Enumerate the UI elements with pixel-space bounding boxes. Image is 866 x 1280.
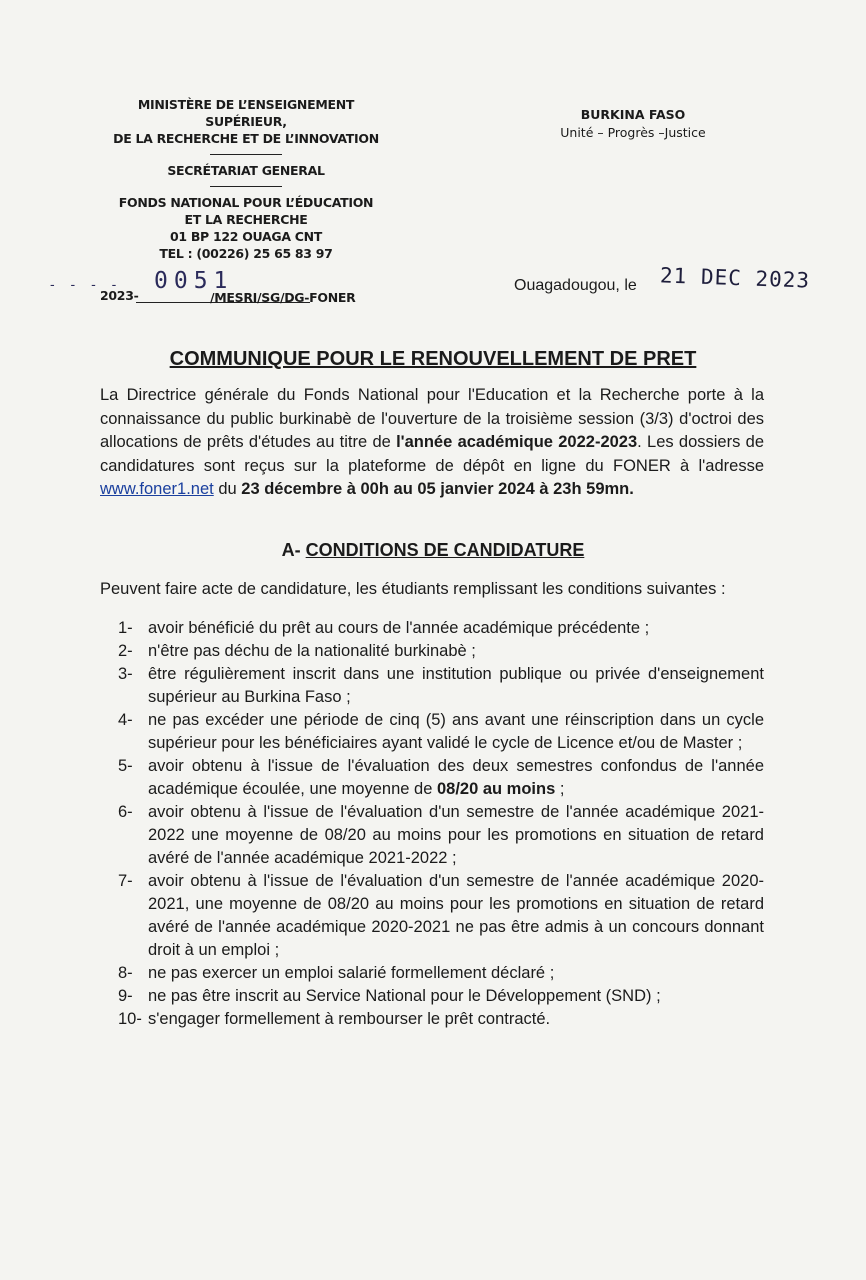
date-stamp: 21 DEC 2023 bbox=[659, 263, 811, 293]
communique-title: COMMUNIQUE POUR LE RENOUVELLEMENT DE PRET bbox=[169, 348, 697, 370]
national-motto: Unité – Progrès –Justice bbox=[560, 125, 706, 140]
list-item bbox=[118, 985, 764, 1008]
intro-paragraph bbox=[100, 384, 764, 502]
conditions-list bbox=[118, 617, 764, 1031]
intro-text-3: du bbox=[213, 480, 242, 498]
list-item-number: 1- bbox=[118, 619, 133, 637]
list-item bbox=[118, 870, 764, 962]
section-prefix: A- bbox=[281, 540, 306, 560]
list-item bbox=[118, 755, 764, 801]
list-item-number: 6- bbox=[118, 803, 133, 821]
intro-academic-year: l'année académique 2022-2023 bbox=[396, 433, 638, 451]
header-divider bbox=[210, 186, 282, 187]
intro-text-2: . Les dossiers de candidatures sont reçus sur la plateforme de dépôt en ligne du FONER à l'adresse bbox=[100, 433, 764, 475]
list-item-text: avoir obtenu à l'issue de l'évaluation des deux semestres confondus de l'année académique écoulée, une moyenne de bbox=[148, 757, 764, 798]
fund-line-2: ET LA RECHERCHE bbox=[184, 212, 308, 227]
section-heading bbox=[0, 540, 866, 561]
reference-handwritten-number: 0051 bbox=[154, 268, 234, 294]
list-item-text: n'être pas déchu de la nationalité burkinabè ; bbox=[148, 642, 476, 660]
postal-address: 01 BP 122 OUAGA CNT bbox=[169, 229, 323, 244]
telephone: TEL : (00226) 25 65 83 97 bbox=[159, 246, 333, 261]
list-item bbox=[118, 962, 764, 985]
ministry-line-1: MINISTÈRE DE L’ENSEIGNEMENT SUPÉRIEUR, bbox=[137, 97, 355, 129]
reference-number bbox=[98, 268, 358, 312]
ministry-line-2: DE LA RECHERCHE ET DE L’INNOVATION bbox=[113, 131, 379, 146]
list-item-text: avoir obtenu à l'issue de l'évaluation d'un semestre de l'année académique 2021-2022 une moyenne de 08/20 au moins pour les promotions en situation de retard avéré de l'année académique 2021-2022 ; bbox=[148, 803, 764, 867]
list-item-number: 4- bbox=[118, 711, 133, 729]
handwritten-dashes: - - - - bbox=[50, 276, 123, 292]
list-item-text: être régulièrement inscrit dans une institution publique ou privée d'enseignement supérieur au Burkina Faso ; bbox=[148, 665, 764, 706]
intro-text-1: La Directrice générale du Fonds National pour l'Education et la Recherche porte à la connaissance du public burkinabè de l'ouverture de la troisième session (3/3) d'octroi des allocations de prêts d'études au titre de bbox=[100, 386, 764, 451]
list-item bbox=[118, 1008, 764, 1031]
list-item-text: s'engager formellement à rembourser le prêt contracté. bbox=[148, 1010, 551, 1028]
conditions-lead: Peuvent faire acte de candidature, les étudiants remplissant les conditions suivantes : bbox=[100, 580, 726, 598]
list-item-tail: ; bbox=[555, 780, 565, 798]
country-name: BURKINA FASO bbox=[580, 107, 686, 122]
fund-line-1: FONDS NATIONAL POUR L’ÉDUCATION bbox=[118, 195, 374, 210]
section-title: CONDITIONS DE CANDIDATURE bbox=[305, 540, 585, 560]
reference-prefix: 2023- bbox=[100, 288, 139, 303]
list-item bbox=[118, 709, 764, 755]
list-item-bold: 08/20 au moins bbox=[436, 780, 556, 798]
country-block bbox=[548, 106, 718, 142]
list-item-number: 9- bbox=[118, 987, 133, 1005]
list-item-number: 5- bbox=[118, 757, 133, 775]
list-item-text: ne pas excéder une période de cinq (5) ans avant une réinscription dans un cycle supérieur pour les bénéficiaires ayant validé le cycle de Licence et/ou de Master ; bbox=[148, 711, 764, 752]
list-item-number: 2- bbox=[118, 642, 133, 660]
list-item bbox=[118, 801, 764, 870]
platform-link[interactable]: www.foner1.net bbox=[100, 480, 214, 498]
list-item-number: 8- bbox=[118, 964, 133, 982]
list-item-number: 3- bbox=[118, 665, 133, 683]
list-item-number: 10- bbox=[118, 1010, 142, 1028]
list-item-text: avoir bénéficié du prêt au cours de l'année académique précédente ; bbox=[148, 619, 650, 637]
secretariat-label: SECRÉTARIAT GENERAL bbox=[167, 163, 325, 178]
list-item-number: 7- bbox=[118, 872, 133, 890]
header-divider bbox=[210, 154, 282, 155]
list-item bbox=[118, 663, 764, 709]
list-item bbox=[118, 617, 764, 640]
list-item-text: avoir obtenu à l'issue de l'évaluation d'un semestre de l'année académique 2020-2021, une moyenne de 08/20 au moins pour les promotions en situation de retard avéré de l'année académique 2020-2021 ne pas être admis à un concours donnant droit à un emploi ; bbox=[148, 872, 764, 959]
list-item-text: ne pas être inscrit au Service National pour le Développement (SND) ; bbox=[148, 987, 661, 1005]
reference-suffix: /MESRI/SG/DG-FONER bbox=[210, 290, 356, 305]
issuer-block bbox=[96, 96, 396, 262]
intro-deadline: 23 décembre à 00h au 05 janvier 2024 à 23h 59mn. bbox=[241, 480, 634, 498]
list-item bbox=[118, 640, 764, 663]
place-label: Ouagadougou, le bbox=[514, 277, 637, 294]
list-item-text: ne pas exercer un emploi salarié formellement déclaré ; bbox=[148, 964, 555, 982]
